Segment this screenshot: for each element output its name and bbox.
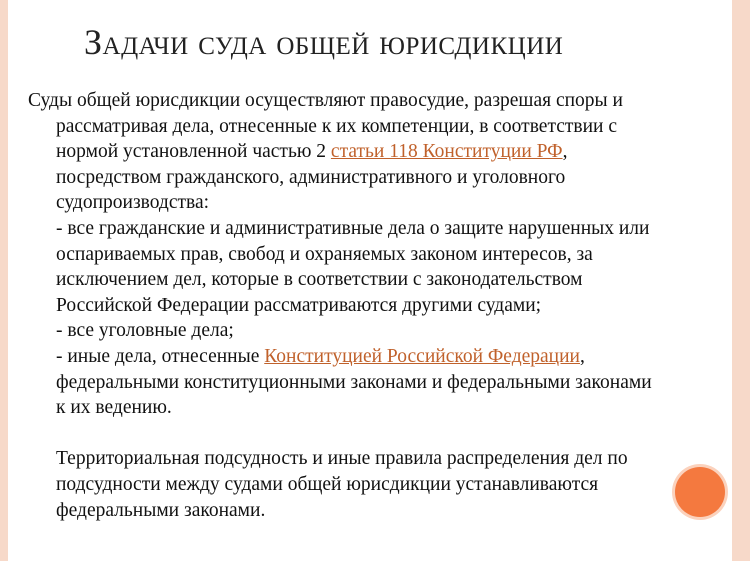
link-constitution-rf[interactable]: Конституцией Российской Федерации (264, 345, 580, 367)
paragraph-gap (28, 421, 704, 447)
list-item-line (28, 318, 704, 344)
text-segment: федеральными законами. (56, 499, 266, 521)
text-segment: федеральными конституционными законами и федеральными законами (56, 371, 652, 393)
text-line (28, 139, 704, 165)
list-item-line (28, 267, 704, 293)
text-line: Суды общей юрисдикции осуществляют правосудие, разрешая споры и (28, 90, 623, 111)
list-item-line (28, 344, 704, 370)
list-item-line (28, 242, 704, 268)
text-segment: нормой установленной частью 2 (56, 141, 331, 163)
text-line (28, 498, 704, 524)
text-segment: рассматривая дела, отнесенные к их компетенции, в соответствии с (56, 115, 617, 137)
text-line (28, 446, 704, 472)
text-segment: судопроизводства: (56, 192, 210, 214)
slide (8, 0, 732, 561)
text-segment: исключением дел, которые в соответствии с законодательством (56, 269, 583, 291)
text-segment: - иные дела, отнесенные (56, 345, 265, 367)
text-segment: , (580, 345, 585, 367)
text-segment: - все гражданские и административные дела о защите нарушенных или (56, 217, 650, 239)
text-segment: оспариваемых прав, свобод и охраняемых законом интересов, за (56, 243, 593, 265)
text-segment: - все уголовные дела; (56, 320, 234, 342)
list-item-line (28, 370, 704, 396)
list-item-line (28, 293, 704, 319)
list-item-line (28, 395, 704, 421)
text-line (28, 190, 704, 216)
link-constitution-article-118[interactable]: статьи 118 Конституции РФ (330, 141, 563, 163)
text-line (28, 472, 704, 498)
list-item-line (28, 216, 704, 242)
text-segment: Территориальная подсудность и иные правила распределения дел по (56, 448, 628, 470)
slide-title: Задачи суда общей юрисдикции (84, 22, 564, 62)
decorative-circle (675, 467, 725, 517)
text-segment: подсудности между судами общей юрисдикции устанавливаются (56, 473, 599, 495)
text-segment: , (562, 141, 568, 163)
slide-body (28, 88, 704, 523)
text-segment: к их ведению. (56, 397, 172, 419)
text-line (28, 114, 704, 140)
text-segment: Российской Федерации рассматриваются другими судами; (56, 294, 542, 316)
text-segment: посредством гражданского, административного и уголовного (56, 166, 566, 188)
text-line (28, 165, 704, 191)
